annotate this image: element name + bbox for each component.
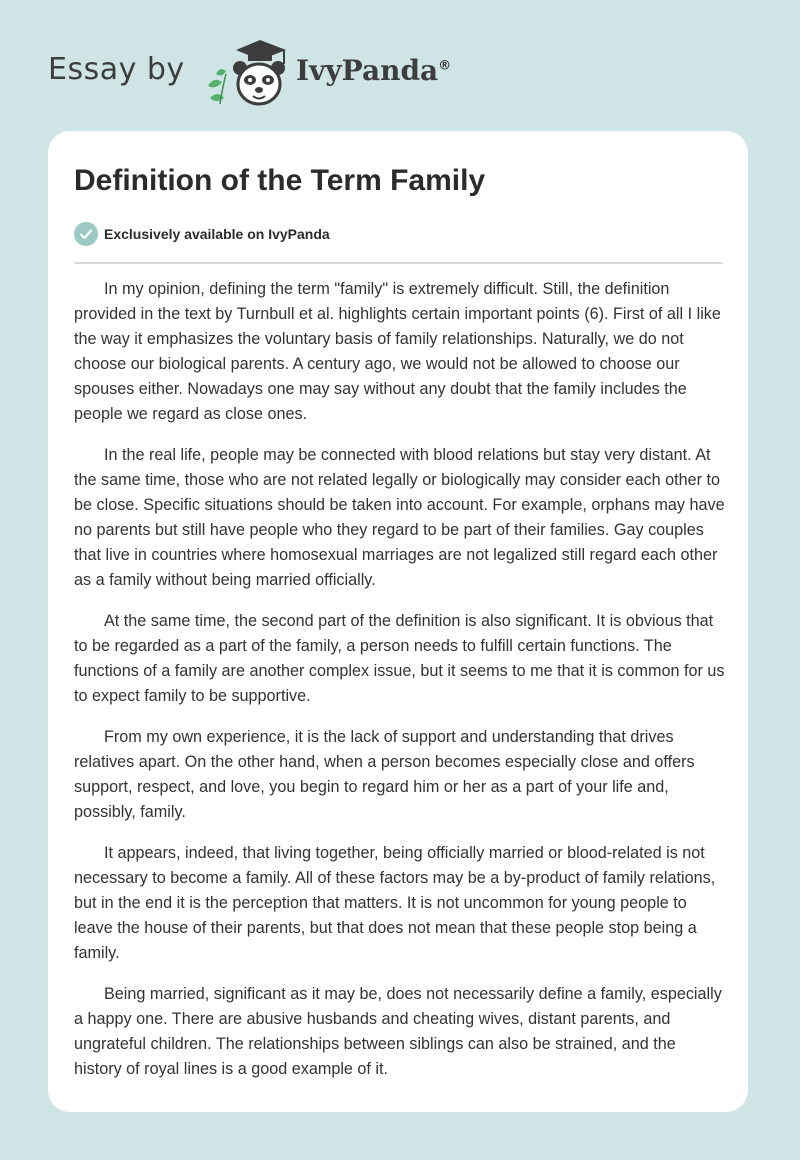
essay-by-label: Essay by bbox=[48, 52, 185, 87]
paragraph: It appears, indeed, that living together, being officially married or blood-related is not necessary to become a family. All of these factors may be a by-product of family relations, but in the end it is the perception that matters. It is not uncommon for young people to leave the house of their parents, but that does not mean that these people stop being a family. bbox=[74, 844, 716, 962]
badge-label: Exclusively available on IvyPanda bbox=[104, 226, 330, 242]
page-title: Definition of the Term Family bbox=[74, 164, 486, 197]
essay-card bbox=[48, 131, 748, 1112]
paragraph: Being married, significant as it may be, does not necessarily define a family, especially a happy one. There are abusive husbands and cheating wives, distant parents, and ungrateful children. The relationships between siblings can also be strained, and the history of royal lines is a good example of it. bbox=[74, 985, 722, 1078]
brand-name[interactable]: IvyPanda® bbox=[296, 54, 452, 87]
check-circle-icon bbox=[74, 222, 98, 246]
paragraph: At the same time, the second part of the definition is also significant. It is obvious that to be regarded as a part of the family, a person needs to fulfill certain functions. The functions of a family are another complex issue, but it seems to me that it is common for us to expect family to be supportive. bbox=[74, 612, 725, 705]
essay-body bbox=[74, 277, 726, 1098]
paragraph: In my opinion, defining the term "family" is extremely difficult. Still, the definition provided in the text by Turnbull et al. highlights certain important points (6). First of all I like the way it emphasizes the voluntary basis of family relationships. Naturally, we do not choose our biological parents. A century ago, we would not be allowed to choose our spouses either. Nowadays one may say without any doubt that the family includes the people we regard as close ones. bbox=[74, 280, 721, 423]
paragraph: In the real life, people may be connected with blood relations but stay very distant. At the same time, those who are not related legally or biologically may consider each other to be close. Specific situations should be taken into account. For example, orphans may have no parents but still have people who they regard to be part of their families. Gay couples that live in countries where homosexual marriages are not legalized still regard each other as a family without being married officially. bbox=[74, 446, 725, 589]
paragraph: From my own experience, it is the lack of support and understanding that drives relatives apart. On the other hand, when a person becomes especially close and offers support, respect, and love, you begin to regard him or her as a part of your life and, possibly, family. bbox=[74, 728, 695, 821]
divider bbox=[74, 262, 723, 264]
exclusive-badge bbox=[74, 221, 330, 247]
ivypanda-logo-icon[interactable] bbox=[198, 34, 298, 114]
site-header bbox=[48, 34, 748, 114]
